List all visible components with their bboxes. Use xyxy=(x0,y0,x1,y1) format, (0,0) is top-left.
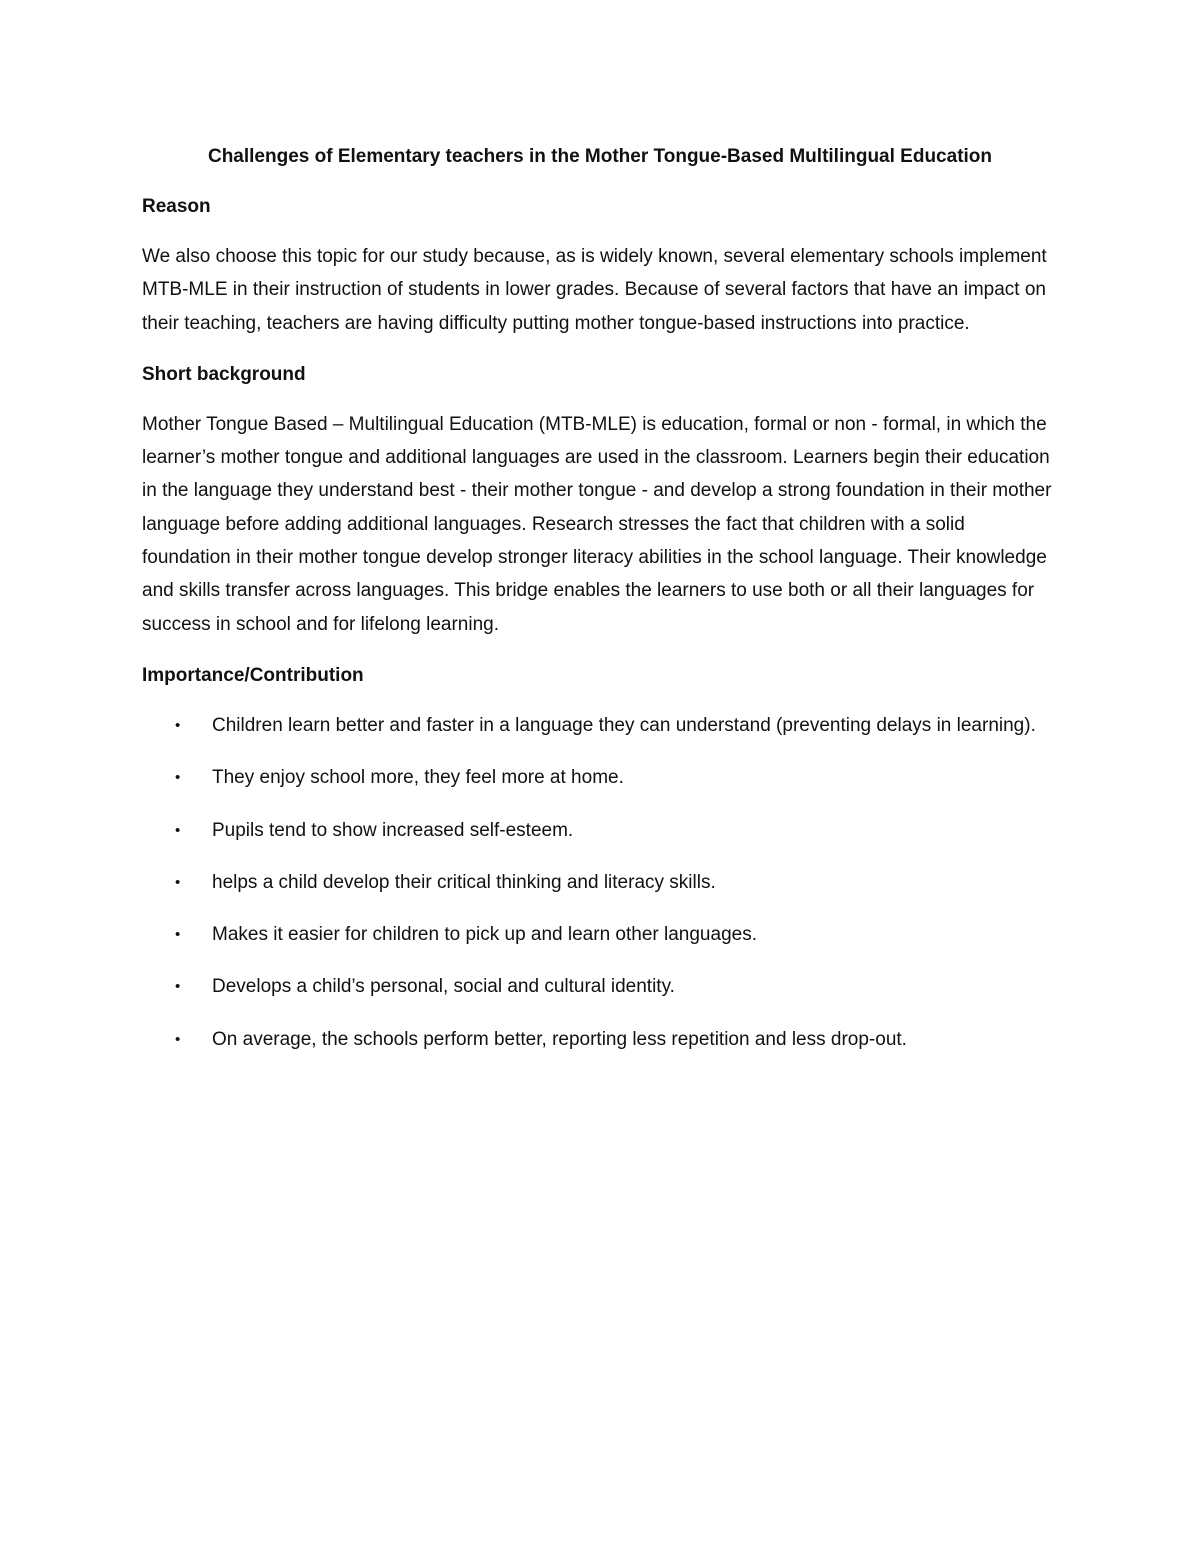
document-body xyxy=(142,140,1058,1075)
list-item xyxy=(142,761,1058,794)
section-heading-importance: Importance/Contribution xyxy=(142,664,364,686)
list-item-text: Children learn better and faster in a language they can understand (preventing delays in learning). xyxy=(212,714,1036,736)
list-item-text: Makes it easier for children to pick up and learn other languages. xyxy=(212,924,757,946)
list-item xyxy=(142,709,1058,742)
bullet-icon: • xyxy=(175,769,181,787)
importance-list xyxy=(142,709,1058,1056)
list-item xyxy=(142,918,1058,951)
paragraph-background: Mother Tongue Based – Multilingual Education (MTB-MLE) is education, formal or non - formal, in which the learner’s mother tongue and additional languages are used in the classroom. Learners begin their education in the language they understand best - their mother tongue - and develop a strong foundation in their mother language before adding additional languages. Research stresses the fact that children with a solid foundation in their mother tongue develop stronger literacy abilities in the school language. Their knowledge and skills transfer across languages. This bridge enables the learners to use both or all their languages for success in school and for lifelong learning. xyxy=(142,413,1052,635)
section-heading-reason: Reason xyxy=(142,196,211,217)
bullet-icon: • xyxy=(175,1030,181,1048)
bullet-icon: • xyxy=(175,716,181,734)
document-title: Challenges of Elementary teachers in the Mother Tongue-Based Multilingual Education xyxy=(207,146,993,167)
list-item-text: On average, the schools perform better, reporting less repetition and less drop-out. xyxy=(212,1028,907,1050)
list-item-text: Pupils tend to show increased self-esteem. xyxy=(212,819,574,841)
list-item xyxy=(142,866,1058,899)
section-heading-background: Short background xyxy=(142,363,306,385)
list-item xyxy=(142,1023,1058,1056)
bullet-icon: • xyxy=(175,926,181,944)
bullet-icon: • xyxy=(175,873,181,891)
bullet-icon: • xyxy=(175,821,181,839)
bullet-icon: • xyxy=(175,978,181,996)
list-item xyxy=(142,970,1058,1003)
list-item-text: Develops a child’s personal, social and cultural identity. xyxy=(212,976,675,998)
list-item xyxy=(142,814,1058,847)
paragraph-reason: We also choose this topic for our study because, as is widely known, several elementary schools implement MTB-MLE in their instruction of students in lower grades. Because of several factors that have an impact on their teaching, teachers are having difficulty putting mother tongue-based instructions into practice. xyxy=(142,246,1047,334)
list-item-text: They enjoy school more, they feel more at home. xyxy=(212,767,624,789)
list-item-text: helps a child develop their critical thinking and literacy skills. xyxy=(212,871,716,893)
